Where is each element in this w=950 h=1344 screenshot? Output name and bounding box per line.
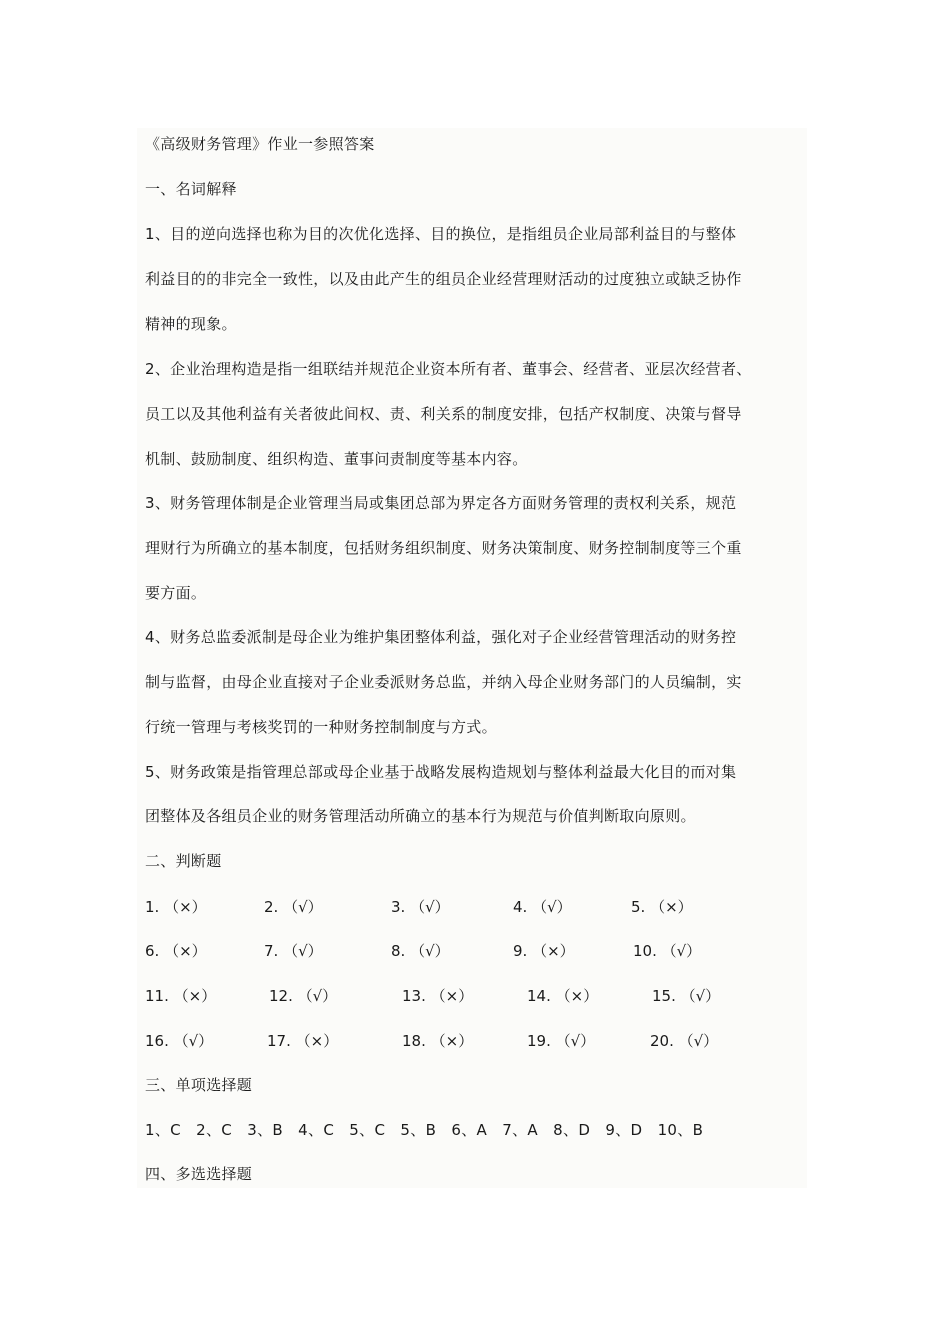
judgment-answer: 15. （√）	[652, 987, 721, 1005]
judgment-answer: 16. （√）	[145, 1032, 214, 1050]
paragraph-line: 机制、鼓励制度、组织构造、董事问责制度等基本内容。	[145, 450, 528, 468]
paragraph-line: 5、财务政策是指管理总部或母企业基于战略发展构造规划与整体利益最大化目的而对集	[145, 763, 737, 781]
paragraph-line: 精神的现象。	[145, 315, 237, 333]
paragraph-line: 理财行为所确立的基本制度，包括财务组织制度、财务决策制度、财务控制制度等三个重	[145, 539, 742, 557]
paragraph-line: 行统一管理与考核奖罚的一种财务控制制度与方式。	[145, 718, 497, 736]
paragraph-line: 员工以及其他利益有关者彼此间权、责、利关系的制度安排，包括产权制度、决策与督导	[145, 405, 742, 423]
paragraph-line: 制与监督，由母企业直接对子企业委派财务总监，并纳入母企业财务部门的人员编制，实	[145, 673, 742, 691]
judgment-answer: 9. （×）	[513, 942, 575, 960]
paragraph-line: 利益目的的非完全一致性，以及由此产生的组员企业经营理财活动的过度独立或缺乏协作	[145, 270, 742, 288]
judgment-answer: 19. （√）	[527, 1032, 596, 1050]
judgment-answer: 8. （√）	[391, 942, 450, 960]
judgment-answer: 13. （×）	[402, 987, 474, 1005]
section-heading-terms: 一、名词解释	[145, 180, 237, 198]
paragraph-line: 4、财务总监委派制是母企业为维护集团整体利益，强化对子企业经营管理活动的财务控	[145, 628, 737, 646]
judgment-answer: 10. （√）	[633, 942, 702, 960]
judgment-answer: 20. （√）	[650, 1032, 719, 1050]
paragraph-line: 2、企业治理构造是指一组联结并规范企业资本所有者、董事会、经营者、亚层次经营者、	[145, 360, 752, 378]
judgment-answer: 17. （×）	[267, 1032, 339, 1050]
document-title: 《高级财务管理》作业一参照答案	[145, 135, 375, 153]
section-heading-judgment: 二、判断题	[145, 852, 222, 870]
judgment-answer: 3. （√）	[391, 898, 450, 916]
paragraph-line: 1、目的逆向选择也称为目的次优化选择、目的换位，是指组员企业局部利益目的与整体	[145, 225, 737, 243]
paragraph-line: 团整体及各组员企业的财务管理活动所确立的基本行为规范与价值判断取向原则。	[145, 807, 696, 825]
paragraph-line: 3、财务管理体制是企业管理当局或集团总部为界定各方面财务管理的责权利关系，规范	[145, 494, 737, 512]
judgment-answer: 2. （√）	[264, 898, 323, 916]
judgment-answer: 12. （√）	[269, 987, 338, 1005]
judgment-answer: 4. （√）	[513, 898, 572, 916]
judgment-answer: 7. （√）	[264, 942, 323, 960]
judgment-answer: 18. （×）	[402, 1032, 474, 1050]
judgment-answer: 14. （×）	[527, 987, 599, 1005]
section-heading-single-choice: 三、单项选择题	[145, 1076, 253, 1094]
judgment-answer: 6. （×）	[145, 942, 207, 960]
judgment-answer: 11. （×）	[145, 987, 217, 1005]
judgment-answer: 1. （×）	[145, 898, 207, 916]
judgment-answer: 5. （×）	[631, 898, 693, 916]
section-heading-multiple-choice: 四、多选选择题	[145, 1165, 253, 1183]
single-choice-answers: 1、C 2、C 3、B 4、C 5、C 5、B 6、A 7、A 8、D 9、D 10、B	[145, 1121, 704, 1139]
paragraph-line: 要方面。	[145, 584, 207, 602]
